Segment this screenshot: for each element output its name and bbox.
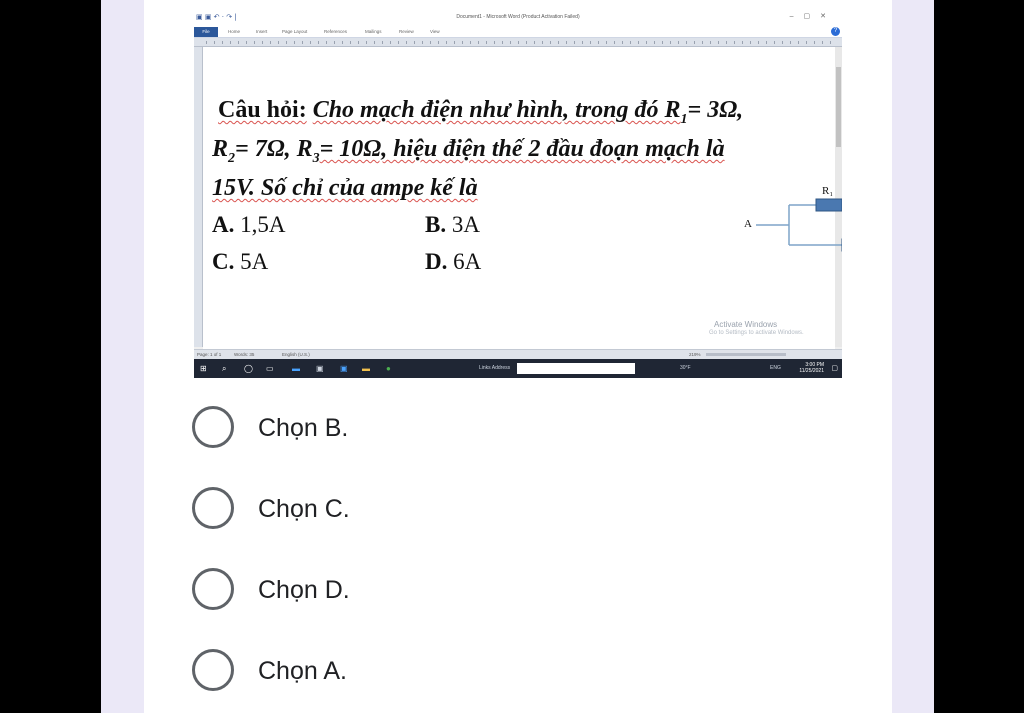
address-box <box>517 363 635 374</box>
notifications-icon: ▢ <box>831 365 838 372</box>
ribbon-tab-references: References <box>324 29 348 34</box>
question-prefix: Câu hỏi: <box>218 97 307 123</box>
word-statusbar <box>194 349 842 359</box>
right-margin <box>892 0 934 713</box>
question-line-1 <box>218 97 743 128</box>
search-icon: ⌕ <box>222 364 227 373</box>
ribbon-tab-view: View <box>430 29 440 34</box>
answer-label: Chọn C. <box>258 495 350 523</box>
r1-subscript: 1 <box>680 111 688 127</box>
question-image <box>194 8 842 378</box>
r1-value: = 3Ω, <box>687 97 744 123</box>
file-explorer-icon: ▭ <box>266 364 274 373</box>
radio-button[interactable] <box>192 568 234 610</box>
left-margin <box>101 0 144 713</box>
radio-button[interactable] <box>192 406 234 448</box>
answer-option-c[interactable] <box>192 486 592 530</box>
weather-text: 30°F <box>680 365 691 371</box>
answer-option-d[interactable] <box>192 567 592 611</box>
option-d: D. 6A <box>425 249 482 274</box>
ribbon-tab-mailings: Mailings <box>365 29 382 34</box>
help-icon: ? <box>831 27 840 36</box>
question-text-1: Cho mạch điện như hình, trong đó R <box>312 97 681 123</box>
radio-button[interactable] <box>192 649 234 691</box>
ribbon-tab-file: File <box>194 27 218 37</box>
r2-symbol: R <box>212 136 229 162</box>
window-title: Document1 - Microsoft Word (Product Activation Failed) <box>456 14 580 20</box>
option-c: C. 5A <box>212 249 269 274</box>
ribbon-tab-home: Home <box>228 29 241 34</box>
r2-value: = 7Ω, R <box>235 136 313 162</box>
app-icon: ▬ <box>292 364 300 373</box>
zoom-level: 219% <box>689 352 701 357</box>
answer-label: Chọn B. <box>258 414 349 442</box>
ribbon-tabs <box>194 26 842 38</box>
task-view-icon: ◯ <box>244 364 253 373</box>
answer-option-b[interactable] <box>192 405 592 449</box>
answer-option-a[interactable] <box>192 648 592 692</box>
radio-button[interactable] <box>192 487 234 529</box>
circuit-diagram <box>734 178 842 273</box>
r2-subscript: 2 <box>228 150 236 166</box>
status-page: Page: 1 of 1 <box>197 352 222 357</box>
quick-access-icons: ▣ ▣ ↶ · ↷ | <box>196 13 237 21</box>
folder-icon: ▬ <box>362 364 370 373</box>
taskbar-links: Links Address <box>479 365 511 371</box>
answer-label: Chọn A. <box>258 657 347 685</box>
ribbon-tab-review: Review <box>399 29 414 34</box>
status-language: English (U.S.) <box>282 352 310 357</box>
answer-label: Chọn D. <box>258 576 350 604</box>
browser-icon: ● <box>386 364 391 373</box>
terminal-a-label: A <box>744 218 752 230</box>
status-words: Words: 35 <box>234 352 255 357</box>
r3-value: = 10Ω, hiệu điện thế 2 đầu đoạn mạch là <box>319 136 725 162</box>
start-icon: ⊞ <box>200 364 207 373</box>
language-indicator: ENG <box>770 365 781 371</box>
windows-taskbar <box>194 359 842 378</box>
ribbon-tab-page-layout: Page Layout <box>282 29 308 34</box>
zoom-slider <box>706 353 786 356</box>
store-icon: ▣ <box>316 364 324 373</box>
activate-windows-hint: Go to Settings to activate Windows. <box>709 330 804 336</box>
r1-label: R₁ <box>822 185 834 197</box>
r3-subscript: 3 <box>312 150 320 166</box>
ribbon-tab-insert: Insert <box>256 29 268 34</box>
resistor-r1 <box>816 199 842 211</box>
question-line-2 <box>212 136 725 167</box>
clock: 3:00 PM 11/25/2021 <box>799 362 824 374</box>
activate-windows-watermark: Activate Windows <box>714 320 778 329</box>
question-line-3: 15V. Số chỉ của ampe kế là <box>212 175 478 201</box>
option-a: A. 1,5A <box>212 212 286 237</box>
vertical-ruler <box>194 47 203 347</box>
option-b: B. 3A <box>425 212 480 237</box>
word-icon: ▣ <box>340 364 348 373</box>
window-controls-icon: –▢✕ <box>789 13 836 20</box>
word-titlebar <box>194 8 842 26</box>
horizontal-ruler <box>194 38 842 47</box>
